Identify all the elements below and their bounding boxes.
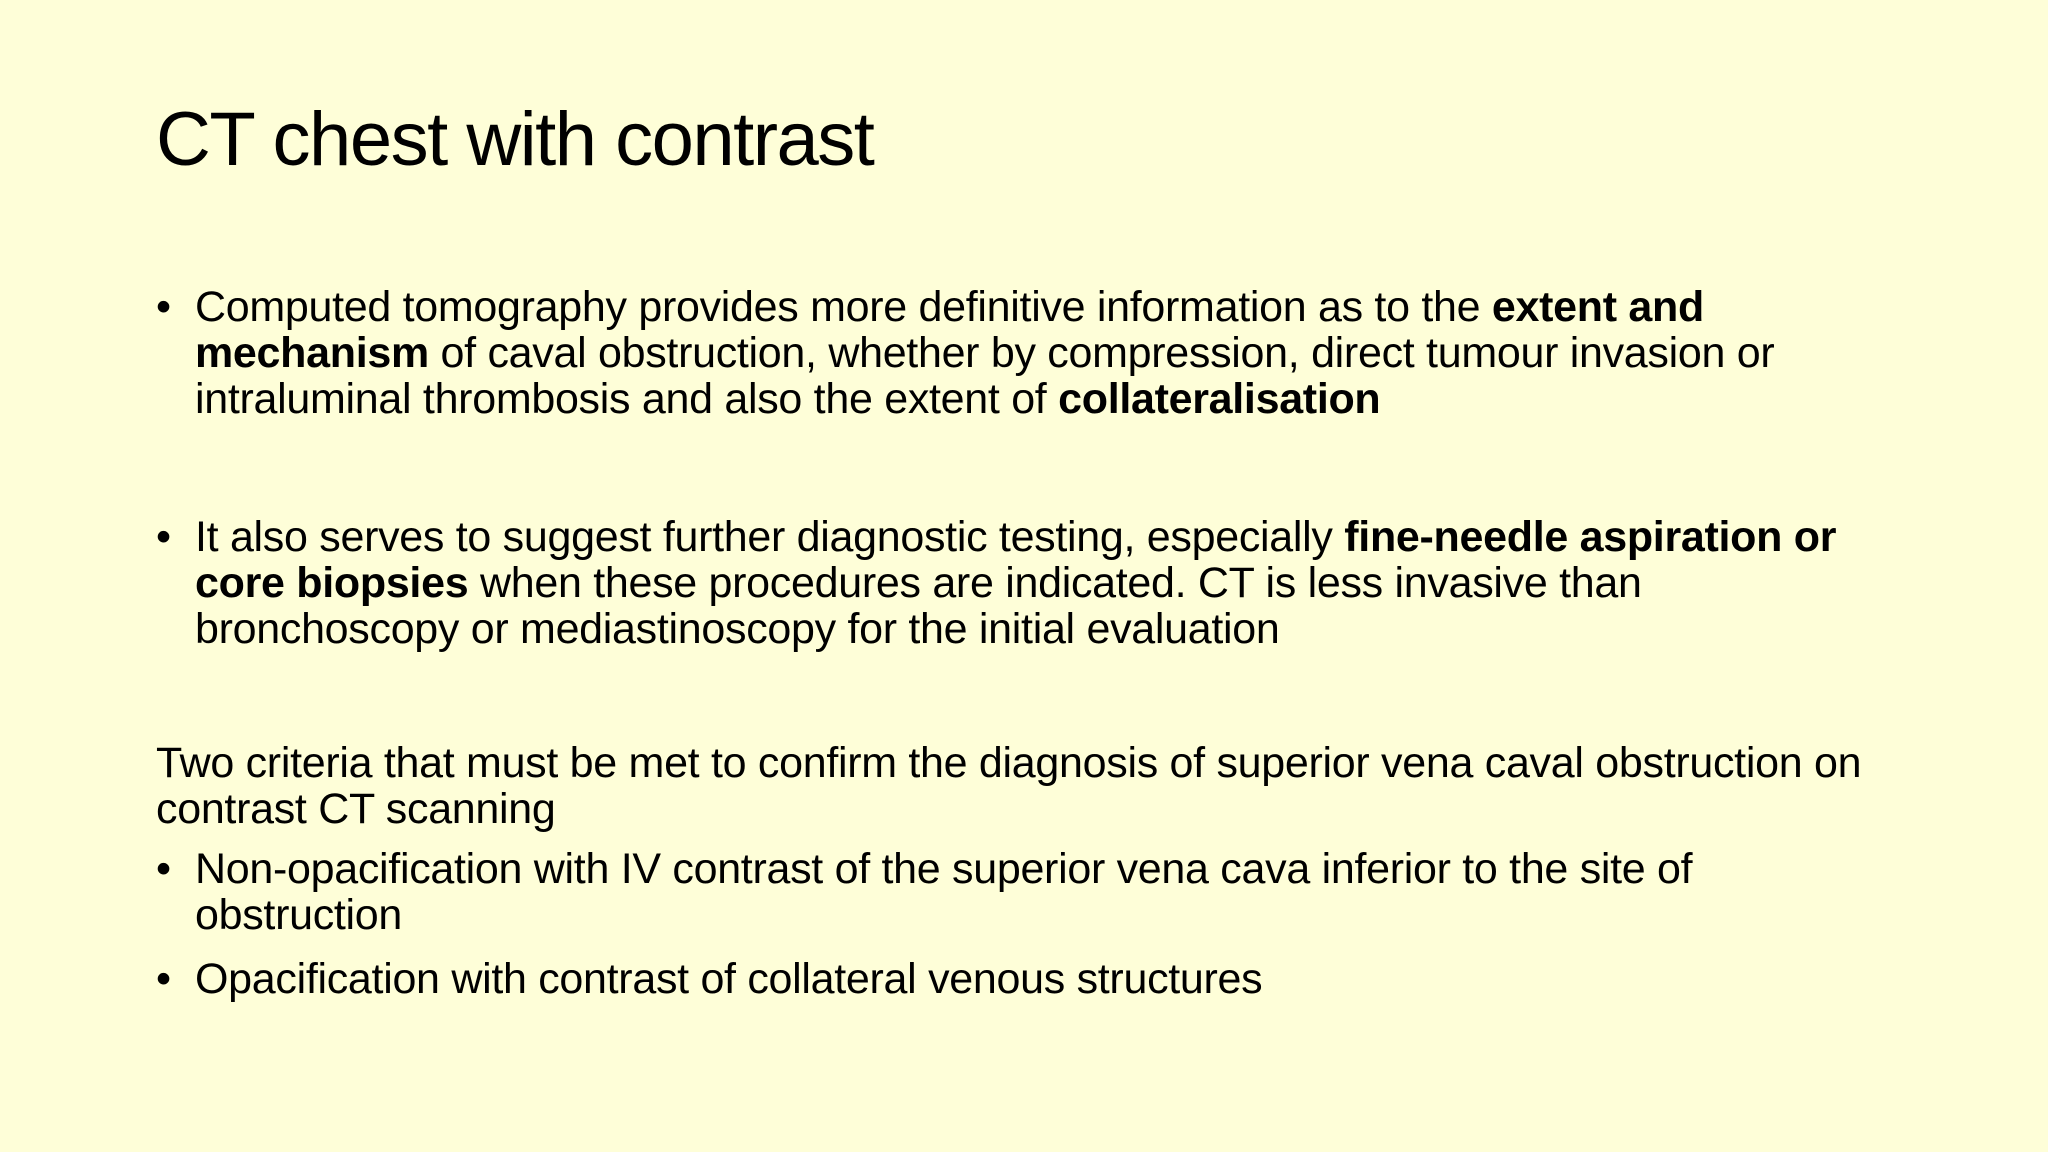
bullet-further-testing	[156, 514, 1896, 652]
slide-title: CT chest with contrast	[156, 97, 874, 182]
bullet-bold-text: fine-needle aspiration or core biopsies	[195, 513, 1837, 607]
bullet-text: of caval obstruction, whether by compression, direct tumour invasion or intraluminal thrombosis and also the extent of	[195, 329, 1775, 423]
bullet-criterion-opacification	[156, 956, 1896, 1002]
bullet-text: Non-opacification with IV contrast of the superior vena cava inferior to the site of obstruction	[195, 845, 1693, 939]
bullet-text: when these procedures are indicated. CT is less invasive than bronchoscopy or mediastinoscopy for the initial evaluation	[195, 559, 1642, 653]
bullet-criterion-non-opacification	[156, 846, 1896, 938]
bullet-text: Opacification with contrast of collateral venous structures	[195, 955, 1263, 1003]
bullet-ct-definitive-info	[156, 284, 1896, 422]
slide-content	[156, 280, 1896, 1002]
bullet-text: Computed tomography provides more definitive information as to the	[195, 283, 1492, 331]
criteria-intro: Two criteria that must be met to confirm the diagnosis of superior vena caval obstruction on contrast CT scanning	[156, 739, 1862, 833]
bullet-text: It also serves to suggest further diagnostic testing, especially	[195, 513, 1345, 561]
bullet-bold-text: extent and mechanism	[195, 283, 1704, 377]
bullet-bold-text: collateralisation	[1058, 375, 1381, 423]
